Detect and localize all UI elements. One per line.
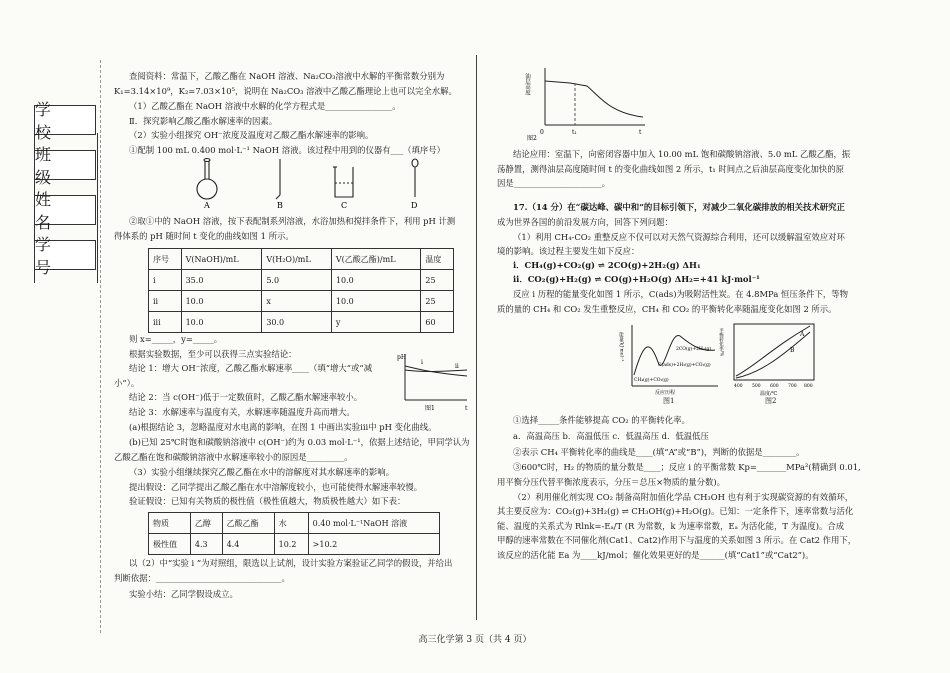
sub-question: ①配制 100 mL 0.400 mol·L⁻¹ NaOH 溶液。该过程中用到的仪器有___（填序号） (129, 145, 446, 155)
question-17: 17.（14 分）在“碳达峰、碳中和”的目标引领下，对减少二氧化碳排放的相关技术研究正 (513, 202, 845, 212)
choice-options: a．高温高压 b．高温低压 c．低温高压 d．低温低压 (513, 431, 709, 441)
table-row (149, 513, 440, 534)
table-cell: x (262, 291, 332, 312)
table-header: 温度 (421, 249, 454, 270)
oil-height-curve (545, 81, 643, 117)
name-box: 姓 名 (34, 195, 96, 225)
text-line: 提出假设：乙同学提出乙酸乙酯在水中溶解度较小，也可能使得水解速率较慢。 (129, 482, 423, 492)
figure-caption: 图1 (663, 397, 675, 405)
table-row (149, 534, 440, 555)
polarity-table (148, 512, 440, 555)
conclusion-2: 结论 2：当 c(OH⁻)低于一定数值时，乙酸乙酯水解速率较小。 (129, 392, 363, 402)
text-line: 以（2）中“实验 i ”为对照组，限选以上试剂，设计实验方案验证乙同学的假设，并给出 (129, 558, 453, 568)
table-cell: i (149, 270, 182, 291)
series-label: B (790, 347, 795, 354)
beaker-icon (333, 167, 353, 197)
class-box: 班 级 (34, 150, 96, 180)
sub-question-3: ③600℃时，H₂ 的物质的量分数是____；反应 i 的平衡常数 Kp=_______MPa²(精确到 0.01, (513, 462, 861, 472)
question-17-2: （2）利用催化剂实现 CO₂ 制备高附加值化学品 CH₃OH 也有利于实现碳资源的有效循环， (513, 492, 854, 502)
figure-caption: 图1 (425, 405, 435, 412)
table-cell: 10.2 (274, 534, 308, 555)
table-header: 序号 (149, 249, 182, 270)
table-cell: 25 (421, 291, 454, 312)
table-cell: 25 (421, 270, 454, 291)
glass-rod-icon (276, 159, 280, 199)
apparatus-label: C (341, 201, 348, 210)
text-line: 其主要反应为：CO₂(g)+3H₂(g) ⇌ CH₃OH(g)+H₂O(g)。已知：一定条件下，速率常数与活化 (497, 506, 854, 516)
table-cell: ii (149, 291, 182, 312)
column-divider (476, 55, 477, 620)
volumetric-flask-icon (197, 159, 217, 200)
question-a: (a)根据结论 3，忽略温度对水电离的影响，在图 1 中画出实验iii中 pH 变化曲线。 (129, 422, 437, 432)
text-line: （1）利用 CH₄-CO₂ 重整反应不仅可以对天然气资源综合利用，还可以缓解温室效应对环 (513, 232, 845, 242)
oil-layer-figure (525, 63, 650, 141)
table-cell: y (331, 312, 420, 333)
table-header-row (149, 249, 454, 270)
tick-label: 800 (804, 384, 813, 389)
text-line: 甲醇的速率常数在不同催化剂(Cat1、Cat2)作用下与温度的关系如图 3 所示。在 Cat2 作用下， (497, 535, 857, 545)
axis-label-x: t (465, 405, 468, 412)
tick-label: 500 (752, 384, 761, 389)
text-line: 根据实验数据，至少可以获得三点实验结论： (129, 349, 297, 359)
text-line: 用平衡分压代替平衡浓度表示，分压＝总压×物质的量分数)。 (497, 477, 726, 487)
series-line-B (736, 332, 810, 378)
ph-figure (395, 350, 470, 412)
table-cell: 35.0 (181, 270, 262, 291)
table-cell: 10.0 (331, 270, 420, 291)
text-line: 质的量的 CH₄ 和 CO₂ 发生重整反应，CH₄ 和 CO₂ 的平衡转化率随温度变化如图 2 所示。 (497, 304, 837, 314)
table-cell: 5.0 (262, 270, 332, 291)
conversion-chart (720, 318, 820, 402)
energy-diagram (620, 320, 720, 400)
page-footer: 高三化学第 3 页（共 4 页） (418, 635, 532, 645)
text-line: 判断依据：______________________________。 (114, 573, 290, 583)
axis-label-y: 油层高度 (524, 73, 530, 95)
question-b: (b)已知 25℃时饱和碳酸钠溶液中 c(OH⁻)约为 0.03 mol·L⁻¹，依据上述结论，甲同学认为 (129, 437, 470, 447)
text-line: 结论应用：室温下，向密闭容器中加入 10.00 mL 饱和碳酸钠溶液、5.0 mL 乙酸乙酯，振 (513, 149, 851, 159)
text-line: 该反应的活化能 Ea 为____kJ/mol；催化效果更好的是______(填“Cat1”或“Cat2”)。 (497, 550, 814, 560)
text-line: 因是_____________________。 (497, 178, 611, 188)
binding-line-left (100, 60, 101, 633)
table-header: V(H₂O)/mL (262, 249, 332, 270)
table-cell: 4.4 (222, 534, 274, 555)
energy-label: CH₄(g)+CO₂(g) (634, 378, 669, 383)
text-line: 境的影响。该过程主要发生如下反应： (497, 246, 640, 256)
text-line: 能、温度的关系式为 Rlnk=-Eₐ/T (R 为常数，k 为速率常数，Eₐ 为活化能，T 为温度)。合成 (497, 521, 845, 531)
question-3: （3）实验小组继续探究乙酸乙酯在水中的溶解度对其水解速率的影响。 (129, 467, 394, 477)
table-cell: 极性值 (149, 534, 191, 555)
apparatus-label: B (277, 201, 283, 210)
tick-label: 400 (734, 384, 743, 389)
table-cell: 30.0 (262, 312, 332, 333)
reaction-ii: ii．CO₂(g)+H₂(g) ⇌ CO(g)+H₂O(g) ΔH₂=+41 kJ·mol⁻¹ (513, 274, 760, 284)
sub-question-1: ①选择_____条件能够提高 CO₂ 的平衡转化率。 (513, 415, 690, 425)
axis-label-x: 反应历程 (655, 390, 676, 396)
tick-label: t₁ (572, 129, 577, 136)
origin-label: 0 (540, 129, 544, 136)
figure-caption: 图2 (765, 397, 777, 405)
energy-label: C(ads)+2H₂(g)+CO₂(g) (658, 363, 711, 368)
energy-label: 2CO(g)+2H₂(g) (676, 347, 712, 352)
text-line: 验证假设：已知有关物质的极性值（极性值越大，物质极性越大）如下表： (129, 496, 406, 506)
table-header: V(乙酸乙酯)/mL (331, 249, 420, 270)
series-label: i (421, 359, 423, 366)
axis-label-x: t (639, 129, 642, 136)
table-cell: 60 (421, 312, 454, 333)
text-line: 荡静置，测得油层高度随时间 t 的变化曲线如图 2 所示，t₁ 时间点之后油层高度变化加快的原 (497, 164, 844, 174)
axis-label-y: pH (397, 354, 407, 361)
table-cell: iii (149, 312, 182, 333)
tick-label: 700 (788, 384, 797, 389)
text-line: 查阅资料：常温下，乙酸乙酯在 NaOH 溶液、Na₂CO₃溶液中水解的平衡常数分别为 (129, 71, 445, 81)
dropper-icon (412, 159, 418, 197)
apparatus-figure (185, 157, 445, 209)
series-line-A (736, 326, 810, 376)
axis-label-x: 温度/℃ (760, 391, 778, 397)
student-id-box: 学 号 (34, 240, 96, 270)
table-cell: 10.0 (181, 291, 262, 312)
apparatus-label: D (411, 201, 418, 210)
text-line: 则 x=_____，y=_____。 (129, 334, 223, 344)
energy-curve (634, 335, 715, 375)
table-row (149, 291, 454, 312)
table-cell: 10.0 (331, 291, 420, 312)
question-1: （1）乙酸乙酯在 NaOH 溶液中水解的化学方程式是________________。 (129, 101, 401, 111)
table-cell: 乙酸乙酯 (222, 513, 274, 534)
tick-label: 600 (770, 384, 779, 389)
figure-caption: 图2 (527, 135, 537, 142)
table-row (149, 312, 454, 333)
table-cell: 水 (274, 513, 308, 534)
section-heading: Ⅱ．探究影响乙酸乙酯水解速率的因素。 (129, 116, 278, 126)
text-line: ②取①中的 NaOH 溶液，按下表配制系列溶液，水浴加热和搅拌条件下，利用 pH 计测 (129, 216, 456, 226)
table-row (149, 270, 454, 291)
text-line: 得体系的 pH 随时间 t 变化的曲线如图 1 所示。 (114, 231, 294, 241)
sub-question-2: ②表示 CH₄ 平衡转化率的曲线是____(填“A”或“B”)，判断的依据是________。 (513, 447, 805, 457)
table-cell: 4.3 (190, 534, 222, 555)
series-label: A (800, 331, 805, 338)
text-line: 成为世界各国的前沿发展方向，回答下列问题： (497, 217, 673, 227)
conclusion-1: 结论 1：增大 OH⁻浓度，乙酸乙酯水解速率____（填“增大”或“减 (129, 363, 373, 373)
series-label: ii (455, 363, 459, 370)
table-header: V(NaOH)/mL (181, 249, 262, 270)
axis-label-y: 平衡转化率/% (718, 328, 724, 357)
conclusion-3: 结论 3：水解速率与温度有关，水解速率随温度升高而增大。 (129, 407, 355, 417)
question-2: （2）实验小组探究 OH⁻浓度及温度对乙酸乙酯水解速率的影响。 (129, 130, 374, 140)
apparatus-label: A (204, 201, 210, 210)
reaction-i: i．CH₄(g)+CO₂(g) ⇌ 2CO(g)+2H₂(g) ΔH₁ (513, 260, 701, 270)
table-cell: 0.40 mol·L⁻¹NaOH 溶液 (308, 513, 439, 534)
table-cell: 10.0 (181, 312, 262, 333)
table-cell: 乙醇 (190, 513, 222, 534)
experiment-table (148, 248, 454, 333)
series-line-ii (405, 370, 467, 372)
school-box: 学 校 (34, 105, 96, 135)
text-line: K₁=3.14×10⁹，K₂=7.03×10⁵，说明在 Na₂CO₃ 溶液中乙酸乙酯理论上也可以完全水解。 (114, 86, 457, 96)
text-line: 实验小结：乙同学假设成立。 (129, 589, 238, 599)
axis-label-y: 能量/kJ·mol⁻¹ (618, 332, 624, 362)
text-line: 反应 i 历程的能量变化如图 1 所示，C(ads)为吸附活性炭。在 4.8MPa 恒压条件下，等物 (513, 289, 848, 299)
table-cell: >10.2 (308, 534, 439, 555)
text-line: 乙酸乙酯在饱和碳酸钠溶液中水解速率较小的原因是_________。 (114, 452, 353, 462)
text-line: 小”）。 (114, 378, 140, 388)
table-cell: 物质 (149, 513, 191, 534)
